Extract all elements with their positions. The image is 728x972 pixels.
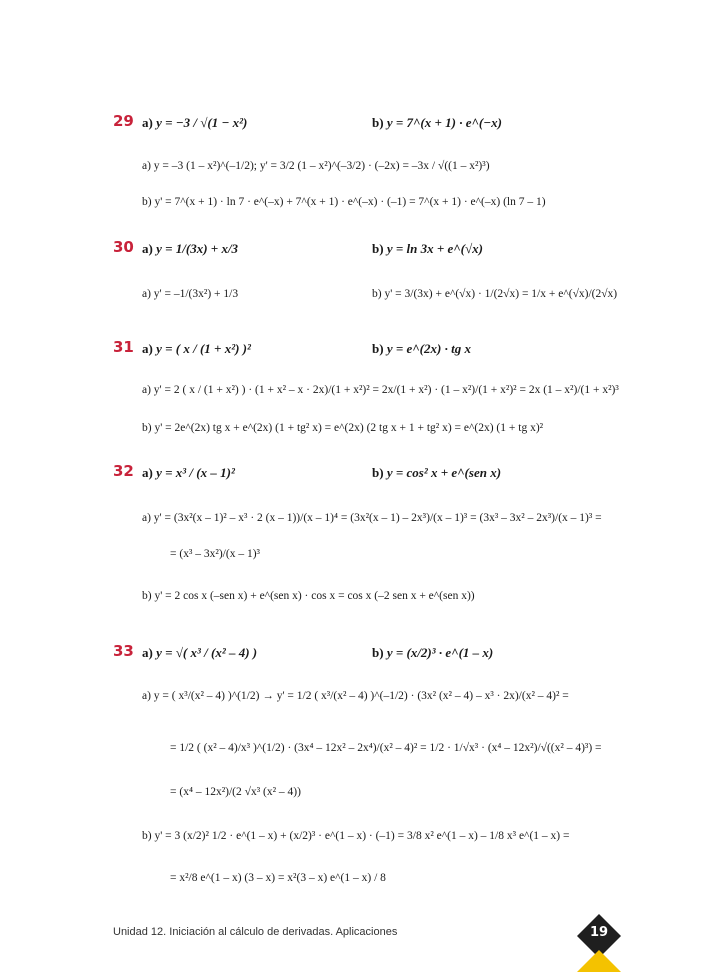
statement-a-expr: y = 1/(3x) + x/3	[156, 241, 239, 256]
statement-a: a) y = −3 / √(1 − x²)	[142, 115, 248, 130]
statement-b: b) y = e^(2x) · tg x	[372, 341, 471, 356]
footer-chapter: Unidad 12. Iniciación al cálculo de derivadas. Aplicaciones	[113, 926, 398, 938]
statement-b-expr: y = cos² x + e^(sen x)	[386, 465, 502, 480]
statement-b-expr: y = (x/2)³ · e^(1 – x)	[386, 645, 494, 660]
page-badge-icon	[577, 914, 621, 972]
solution-line: a) y' = 2 ( x / (1 + x²) ) · (1 + x² – x · 2x)/(1 + x²)² = 2x/(1 + x²) · (1 – x²)/(1 + x²)² = 2x (1 – x²)/(1 + x²)³	[142, 384, 619, 396]
problem-number: 33	[113, 642, 134, 660]
solution-line: = x²/8 e^(1 – x) (3 – x) = x²(3 – x) e^(1 – x) / 8	[170, 872, 386, 884]
statement-b: b) y = (x/2)³ · e^(1 – x)	[372, 645, 494, 660]
problem-number: 30	[113, 238, 134, 256]
statement-b-expr: y = ln 3x + e^(√x)	[386, 241, 483, 256]
problem-number: 29	[113, 112, 134, 130]
page-number: 19	[589, 925, 609, 940]
statement-a: a) y = ( x / (1 + x²) )²	[142, 341, 251, 356]
solution-line: b) y' = 2e^(2x) tg x + e^(2x) (1 + tg² x) = e^(2x) (2 tg x + 1 + tg² x) = e^(2x) (1 + tg x)²	[142, 422, 544, 434]
badge-yellow-shape	[577, 950, 621, 972]
solution-line: = 1/2 ( (x² – 4)/x³ )^(1/2) · (3x⁴ – 12x² – 2x⁴)/(x² – 4)² = 1/2 · 1/√x³ · (x⁴ – 12x²)/√((x² – 4)³) =	[170, 742, 602, 754]
solution-line: a) y' = –1/(3x²) + 1/3	[142, 288, 239, 300]
solution-line: a) y' = (3x²(x – 1)² – x³ · 2 (x – 1))/(x – 1)⁴ = (3x²(x – 1) – 2x³)/(x – 1)³ = (3x³ – 3x² – 2x³)/(x – 1)³ =	[142, 512, 602, 524]
statement-a: a) y = √( x³ / (x² – 4) )	[142, 645, 258, 660]
statement-a-expr: y = −3 / √(1 − x²)	[156, 115, 248, 130]
statement-a-expr: y = x³ / (x – 1)²	[156, 465, 235, 480]
statement-b-expr: y = e^(2x) · tg x	[386, 341, 471, 356]
solution-line: a) y = –3 (1 – x²)^(–1/2); y' = 3/2 (1 – x²)^(–3/2) · (–2x) = –3x / √((1 – x²)³)	[142, 160, 490, 172]
statement-a: a) y = 1/(3x) + x/3	[142, 241, 239, 256]
solution-line: b) y' = 2 cos x (–sen x) + e^(sen x) · cos x = cos x (–2 sen x + e^(sen x))	[142, 590, 475, 602]
solution-line: = (x⁴ – 12x²)/(2 √x³ (x² – 4))	[170, 786, 301, 798]
statement-a-expr: y = √( x³ / (x² – 4) )	[156, 645, 258, 660]
solution-line: b) y' = 3 (x/2)² 1/2 · e^(1 – x) + (x/2)³ · e^(1 – x) · (–1) = 3/8 x² e^(1 – x) – 1/8 x³ e^(1 – x) =	[142, 830, 570, 842]
statement-b-expr: y = 7^(x + 1) · e^(−x)	[386, 115, 502, 130]
solution-line: = (x³ – 3x²)/(x – 1)³	[170, 548, 260, 560]
statement-b: b) y = 7^(x + 1) · e^(−x)	[372, 115, 502, 130]
solution-line: a) y = ( x³/(x² – 4) )^(1/2) → y' = 1/2 ( x³/(x² – 4) )^(–1/2) · (3x² (x² – 4) – x³ · 2x)/(x² – 4)² =	[142, 690, 569, 702]
statement-b: b) y = cos² x + e^(sen x)	[372, 465, 502, 480]
solution-line: b) y' = 7^(x + 1) · ln 7 · e^(–x) + 7^(x + 1) · e^(–x) · (–1) = 7^(x + 1) · e^(–x) (ln 7 – 1)	[142, 196, 546, 208]
solution-line: b) y' = 3/(3x) + e^(√x) · 1/(2√x) = 1/x + e^(√x)/(2√x)	[372, 288, 618, 300]
statement-b: b) y = ln 3x + e^(√x)	[372, 241, 483, 256]
problem-number: 31	[113, 338, 134, 356]
problem-number: 32	[113, 462, 134, 480]
statement-a: a) y = x³ / (x – 1)²	[142, 465, 235, 480]
statement-a-expr: y = ( x / (1 + x²) )²	[156, 341, 251, 356]
